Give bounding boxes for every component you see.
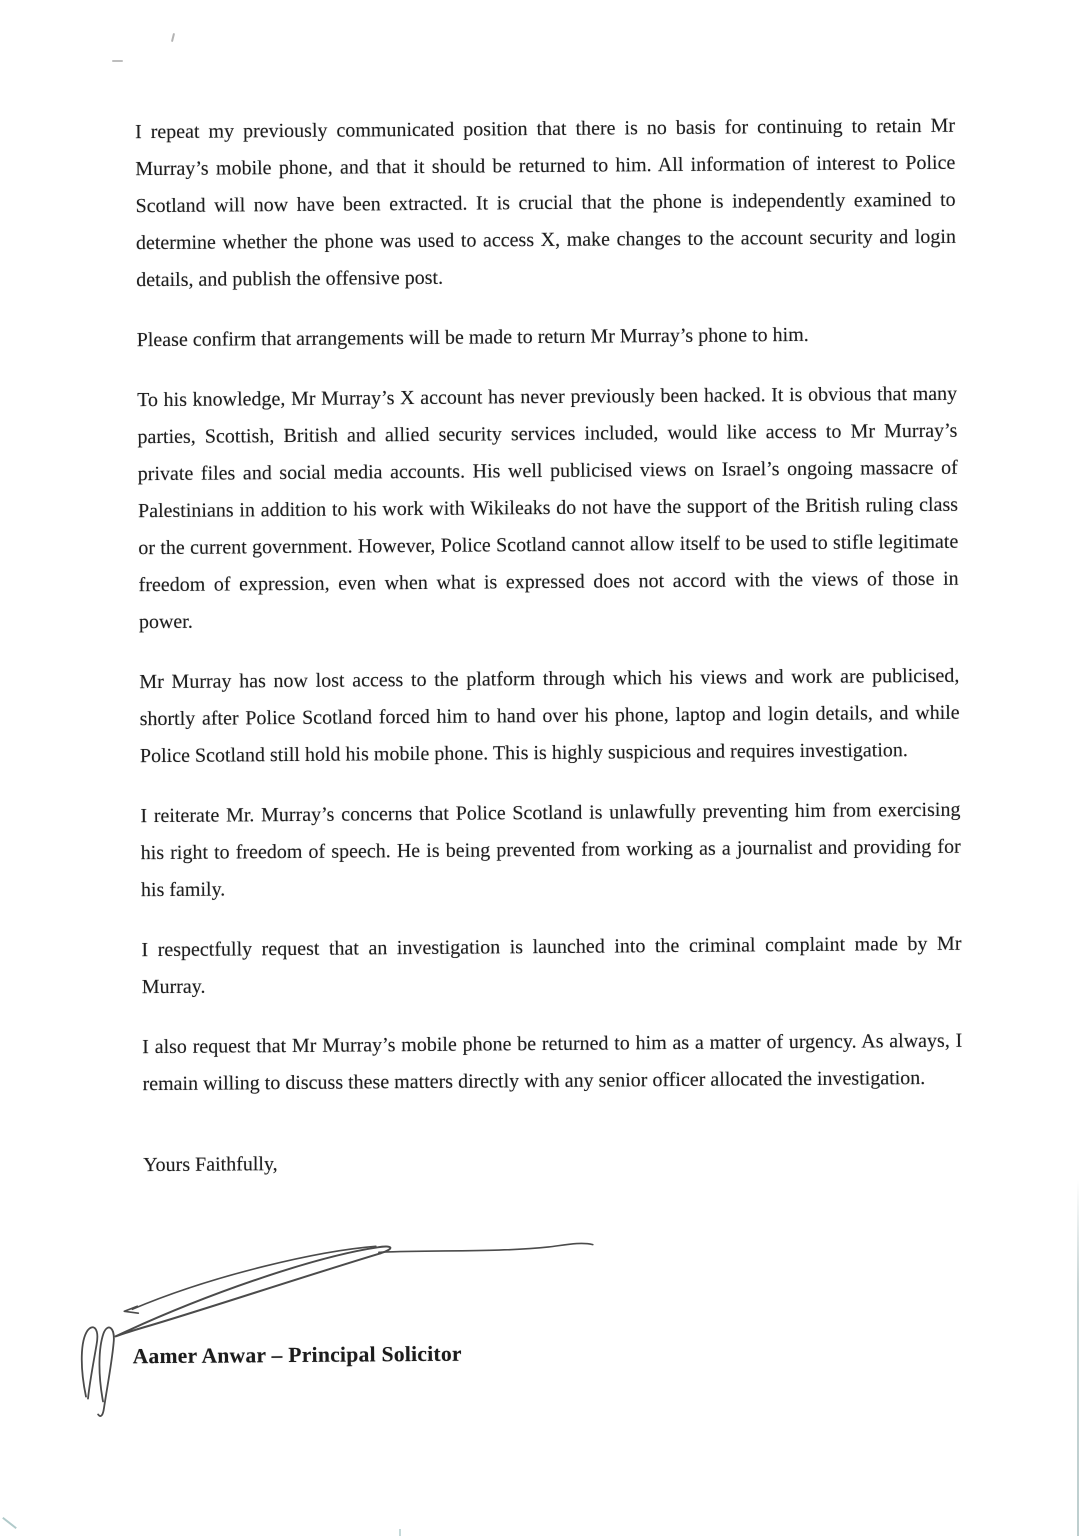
letter-paragraph: I repeat my previously communicated position that there is no basis for continuing to retain Mr Murray’s mobile phone, and that it should be returned to him. All information of interest to Police Scotland will now have been extracted. It is crucial that the phone is independently examined to determine whether the phone was used to access X, make changes to the account security and login details, and publish the offensive post. <box>134 114 956 292</box>
letter-body <box>135 108 964 1207</box>
letter-paragraph: To his knowledge, Mr Murray’s X account has never previously been hacked. It is obvious that many parties, Scottish, British and allied security services included, would like access to Mr Murray’s private files and social media accounts. His well publicised views on Israel’s ongoing massacre of Palestinians in addition to his work with Wikileaks do not have the support of the British ruling class or the current government. However, Police Scotland cannot allow itself to be used to stifle legitimate freedom of expression, even when what is expressed does not accord with the views of those in power. <box>137 382 959 634</box>
signatory-name: Aamer Anwar – Principal Solicitor <box>132 1341 462 1369</box>
letter-paragraph: I respectfully request that an investigation is launched into the criminal complaint made by Mr Murray. <box>141 932 962 999</box>
letter-paragraph: Mr Murray has now lost access to the platform through which his views and work are publicised, shortly after Police Scotland forced him to hand over his phone, laptop and login details, and while Police Scotland still hold his mobile phone. This is highly suspicious and requires investigation. <box>139 664 960 768</box>
letter-paragraph: I reiterate Mr. Murray’s concerns that Police Scotland is unlawfully preventing him from exercising his right to freedom of speech. He is being prevented from working as a journalist and providing for his family. <box>140 798 961 902</box>
letter-paragraph: Please confirm that arrangements will be made to return Mr Murray’s phone to him. <box>136 323 809 352</box>
signature-icon <box>59 1224 661 1439</box>
initials-mark <box>82 1327 115 1416</box>
letter-paragraph: I also request that Mr Murray’s mobile phone be returned to him as a matter of urgency. As always, I remain willing to discuss these matters directly with any senior officer allocated the investigation. <box>142 1029 963 1096</box>
letter-closing: Yours Faithfully, <box>143 1153 278 1177</box>
